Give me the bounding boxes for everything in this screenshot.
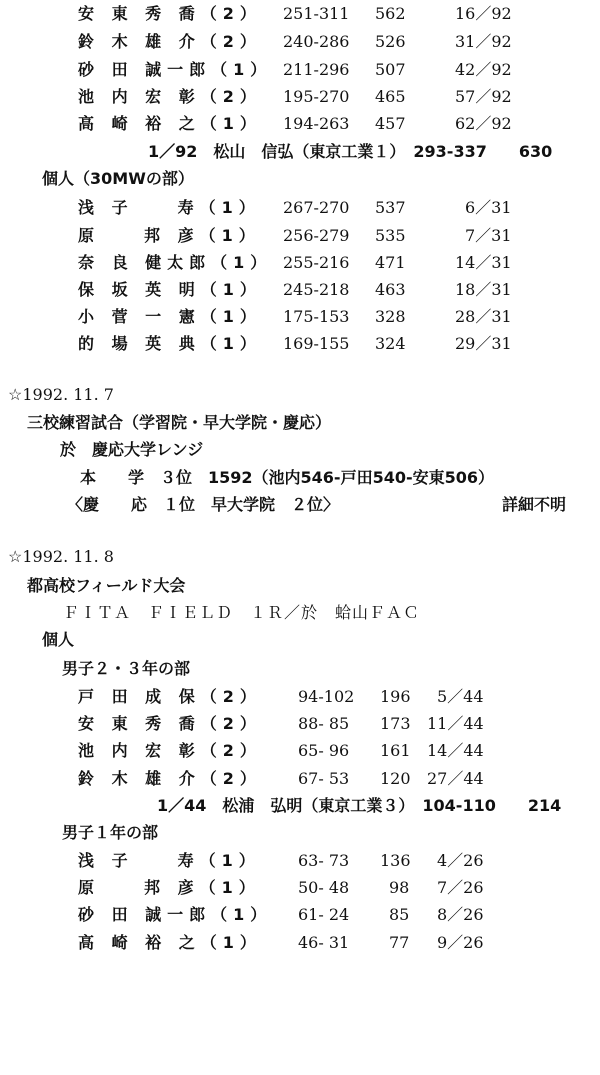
score: 88- 85 xyxy=(298,714,350,733)
player-name: 高 崎 裕 之（1） xyxy=(78,114,262,133)
score: 211-296 xyxy=(283,60,350,79)
total: 85 xyxy=(389,905,410,924)
total: 77 xyxy=(389,933,410,952)
rank: 9／26 xyxy=(437,933,484,952)
section-header: 個人（30MWの部） xyxy=(42,169,194,188)
table-row xyxy=(0,58,512,82)
player-name: 砂 田 誠一郎（1） xyxy=(78,60,273,79)
score: 169-155 xyxy=(283,334,350,353)
rank: 14／31 xyxy=(455,253,512,272)
rank: 8／26 xyxy=(437,905,484,924)
player-name: 池 内 宏 彰（2） xyxy=(78,87,262,106)
table-row xyxy=(0,251,512,275)
score: 240-286 xyxy=(283,32,350,51)
rank: 18／31 xyxy=(455,280,512,299)
player-name: 池 内 宏 彰（2） xyxy=(78,741,262,760)
rank: 6／31 xyxy=(465,198,512,217)
event-result: 〈慶 応 １位 早大学院 ２位〉 xyxy=(67,495,340,514)
total: 173 xyxy=(380,714,411,733)
player-name: 安 東 秀 喬（2） xyxy=(78,714,262,733)
total: 161 xyxy=(380,741,411,760)
player-name: 高 崎 裕 之（1） xyxy=(78,933,262,952)
player-name: 的 場 英 典（1） xyxy=(78,334,262,353)
section-header: 男子２・３年の部 xyxy=(62,659,191,678)
score: 194-263 xyxy=(283,114,350,133)
event-date: ☆1992. 11. 8 xyxy=(8,547,114,566)
score: 175-153 xyxy=(283,307,350,326)
total: 526 xyxy=(375,32,406,51)
player-name: 浅 子 寿（1） xyxy=(78,198,261,217)
total: 98 xyxy=(389,878,410,897)
table-row xyxy=(0,112,512,136)
rank: 5／44 xyxy=(437,687,484,706)
rank: 16／92 xyxy=(455,4,512,23)
total: 457 xyxy=(375,114,406,133)
table-row xyxy=(0,278,512,302)
player-name: 奈 良 健太郎（1） xyxy=(78,253,273,272)
table-row xyxy=(0,85,512,109)
score: 65- 96 xyxy=(298,741,350,760)
rank: 29／31 xyxy=(455,334,512,353)
score: 195-270 xyxy=(283,87,350,106)
score: 50- 48 xyxy=(298,878,350,897)
player-name: 鈴 木 雄 介（2） xyxy=(78,32,262,51)
table-row xyxy=(0,305,512,329)
table-row xyxy=(0,712,484,736)
total: 471 xyxy=(375,253,406,272)
score: 61- 24 xyxy=(298,905,350,924)
event-venue: 於 慶応大学レンジ xyxy=(60,440,204,459)
player-name: 小 菅 一 憲（1） xyxy=(78,307,262,326)
table-row xyxy=(0,2,512,26)
score: 46- 31 xyxy=(298,933,350,952)
total: 507 xyxy=(375,60,406,79)
rank: 14／44 xyxy=(427,741,484,760)
table-row xyxy=(0,739,484,763)
rank: 57／92 xyxy=(455,87,512,106)
total: 537 xyxy=(375,198,406,217)
total: 324 xyxy=(375,334,406,353)
table-row xyxy=(0,903,484,927)
total: 562 xyxy=(375,4,406,23)
rank: 62／92 xyxy=(455,114,512,133)
event-date: ☆1992. 11. 7 xyxy=(8,385,114,404)
event-title: 都高校フィールド大会 xyxy=(27,576,186,595)
winner-line: 1／92 松山 信弘（東京工業１） 293-337 630 xyxy=(148,142,553,161)
rank: 7／26 xyxy=(437,878,484,897)
player-name: 保 坂 英 明（1） xyxy=(78,280,262,299)
rank: 28／31 xyxy=(455,307,512,326)
score: 267-270 xyxy=(283,198,350,217)
score: 67- 53 xyxy=(298,769,350,788)
winner-line: 1／44 松浦 弘明（東京工業３） 104-110 214 xyxy=(157,796,562,815)
section-header: 男子１年の部 xyxy=(62,823,159,842)
table-row xyxy=(0,30,512,54)
total: 463 xyxy=(375,280,406,299)
rank: 7／31 xyxy=(465,226,512,245)
total: 196 xyxy=(380,687,411,706)
rank: 4／26 xyxy=(437,851,484,870)
event-note: 詳細不明 xyxy=(502,495,567,514)
table-row xyxy=(0,931,484,955)
rank: 31／92 xyxy=(455,32,512,51)
table-row xyxy=(0,224,512,248)
player-name: 浅 子 寿（1） xyxy=(78,851,261,870)
table-row xyxy=(0,767,484,791)
rank: 11／44 xyxy=(427,714,484,733)
score: 245-218 xyxy=(283,280,350,299)
score: 255-216 xyxy=(283,253,350,272)
event-title: 三校練習試合（学習院・早大学院・慶応） xyxy=(27,413,332,432)
table-row xyxy=(0,876,484,900)
total: 328 xyxy=(375,307,406,326)
player-name: 鈴 木 雄 介（2） xyxy=(78,769,262,788)
score: 94-102 xyxy=(298,687,355,706)
total: 136 xyxy=(380,851,411,870)
player-name: 戸 田 成 保（2） xyxy=(78,687,262,706)
score: 63- 73 xyxy=(298,851,350,870)
score: 256-279 xyxy=(283,226,350,245)
player-name: 安 東 秀 喬（2） xyxy=(78,4,262,23)
player-name: 原 邦 彦（1） xyxy=(78,226,261,245)
event-subtitle: ＦＩＴＡ ＦＩＥＬＤ １Ｒ／於 蛤山ＦＡＣ xyxy=(63,603,421,622)
rank: 42／92 xyxy=(455,60,512,79)
total: 120 xyxy=(380,769,411,788)
event-result: 本 学 ３位 1592（池内546-戸田540-安東506） xyxy=(80,468,495,487)
table-row xyxy=(0,196,512,220)
table-row xyxy=(0,332,512,356)
player-name: 原 邦 彦（1） xyxy=(78,878,261,897)
section-header: 個人 xyxy=(42,630,75,649)
total: 535 xyxy=(375,226,406,245)
score: 251-311 xyxy=(283,4,350,23)
total: 465 xyxy=(375,87,406,106)
table-row xyxy=(0,849,484,873)
rank: 27／44 xyxy=(427,769,484,788)
player-name: 砂 田 誠一郎（1） xyxy=(78,905,273,924)
table-row xyxy=(0,685,484,709)
